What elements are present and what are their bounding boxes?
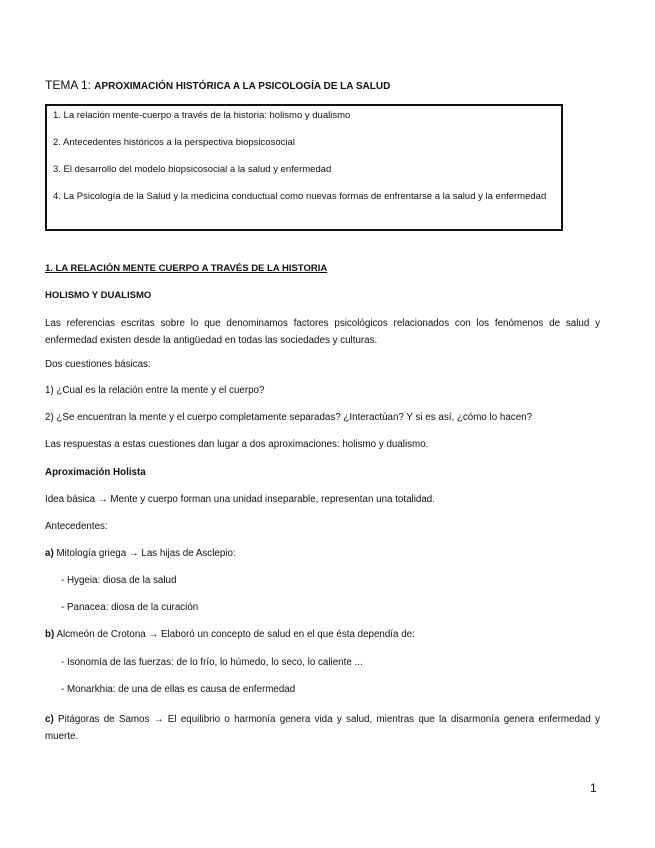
table-of-contents-box <box>45 104 563 231</box>
list-item-b-sub-2: - Monarkhia: de una de ellas es causa de enfermedad <box>61 684 296 695</box>
list-item-b <box>45 629 415 640</box>
list-item-b-label: b) <box>45 629 55 640</box>
list-item-c-label: c) <box>45 714 54 725</box>
toc-item-1: 1. La relación mente-cuerpo a través de la historia: holismo y dualismo <box>53 110 351 121</box>
intro-paragraph: Las referencias escritas sobre lo que denominamos factores psicológicos relacionados con los fenómenos de salud y enfermedad existen desde la antigüedad en todas las sociedades y culturas. <box>45 318 600 346</box>
page-number: 1 <box>590 781 597 795</box>
holistic-heading: Aproximación Holista <box>45 467 146 478</box>
section-heading: 1. LA RELACIÓN MENTE CUERPO A TRAVÉS DE LA HISTORIA <box>45 263 328 274</box>
toc-item-4: 4. La Psicología de la Salud y la medicina conductual como nuevas formas de enfrentarse a la salud y la enfermedad <box>53 191 547 202</box>
title-text: APROXIMACIÓN HISTÓRICA A LA PSICOLOGÍA DE LA SALUD <box>94 81 391 92</box>
list-item-a-label: a) <box>45 548 54 559</box>
questions-intro: Dos cuestiones básicas: <box>45 359 151 370</box>
list-item-a-sub-1: - Hygeia: diosa de la salud <box>61 575 177 586</box>
title-lead: TEMA 1: <box>45 78 92 92</box>
question-1: 1) ¿Cual es la relación entre la mente y el cuerpo? <box>45 385 265 396</box>
list-item-a-text: Mitología griega → Las hijas de Asclepio: <box>56 548 236 559</box>
list-item-b-text: Alcmeón de Crotona → Elaboró un concepto de salud en el que ésta dependía de: <box>56 629 415 640</box>
antecedents-label: Antecedentes: <box>45 521 108 532</box>
toc-item-3: 3. El desarrollo del modelo biopsicosocial a la salud y enfermedad <box>53 164 332 175</box>
subsection-heading: HOLISMO Y DUALISMO <box>45 290 152 301</box>
list-item-b-sub-1: - Isonomía de las fuerzas: de lo frío, lo húmedo, lo seco, lo caliente ... <box>61 657 363 668</box>
question-2: 2) ¿Se encuentran la mente y el cuerpo completamente separadas? ¿Interactúan? Y si es así, ¿cómo lo hacen? <box>45 412 533 423</box>
list-item-c <box>45 711 600 745</box>
list-item-a-sub-2: - Panacea: diosa de la curación <box>61 602 199 613</box>
list-item-a <box>45 548 236 559</box>
answers-paragraph: Las respuestas a estas cuestiones dan lugar a dos aproximaciones: holismo y dualismo. <box>45 439 429 450</box>
list-item-c-text: Pitágoras de Samos → El equilibrio o harmonía genera vida y salud, mientras que la disarmonía genera enfermedad y muerte. <box>45 714 600 742</box>
basic-idea: Idea básica → Mente y cuerpo forman una unidad inseparable, representan una totalidad. <box>45 494 435 505</box>
page-title <box>45 78 390 92</box>
toc-item-2: 2. Antecedentes históricos a la perspectiva biopsicosocial <box>53 137 295 148</box>
